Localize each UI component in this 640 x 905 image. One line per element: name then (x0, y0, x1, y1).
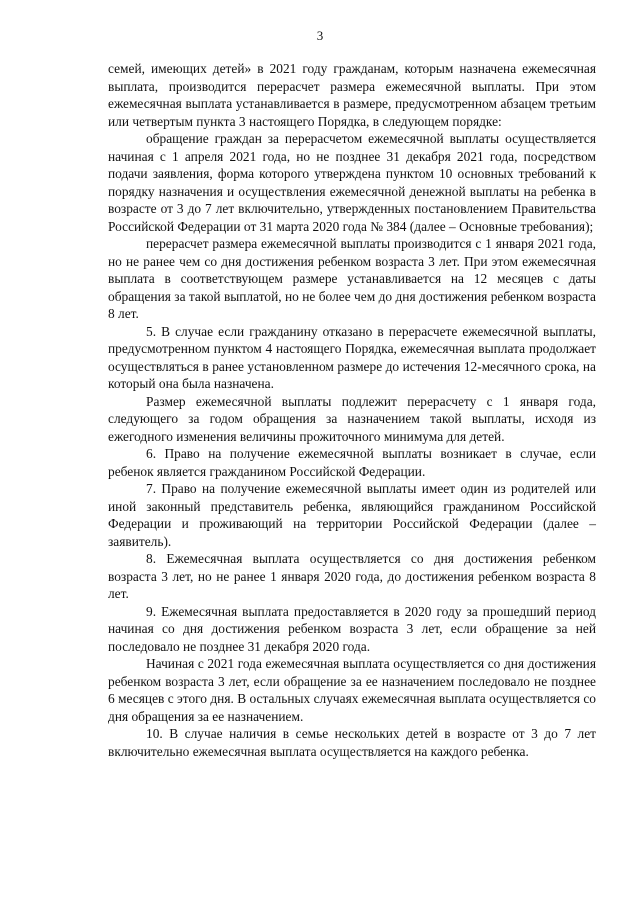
paragraph-continuation: семей, имеющих детей» в 2021 году гражданам, которым назначена ежемесячная выплата, производится перерасчет размера ежемесячной выплаты. При этом ежемесячная выплата устанавливается в размере, предусмотренном абзацем третьим или четвертым пункта 3 настоящего Порядка, в следующем порядке: (108, 61, 596, 129)
page-number: 3 (316, 28, 324, 43)
paragraph-item-5: 5. В случае если гражданину отказано в перерасчете ежемесячной выплаты, предусмотренном пунктом 4 настоящего Порядка, ежемесячная выплата продолжает осуществляться в ранее установленном размере до истечения 12-месячного срока, на который она была назначена. (108, 323, 596, 391)
document-body (108, 60, 596, 760)
paragraph-from-2021: Начиная с 2021 года ежемесячная выплата осуществляется со дня достижения ребенком возраста 3 лет, если обращение за ее назначением последовало не позднее 6 месяцев с этого дня. В остальных случаях ежемесячная выплата осуществляется со дня обращения за ее назначением. (108, 656, 596, 724)
paragraph-item-10: 10. В случае наличия в семье нескольких детей в возрасте от 3 до 7 лет включительно ежемесячная выплата осуществляется на каждого ребенка. (108, 726, 596, 759)
paragraph-item-7: 7. Право на получение ежемесячной выплаты имеет один из родителей или иной законный представитель ребенка, являющийся гражданином Российской Федерации и проживающий на территории Российской Федерации (далее – заявитель). (108, 481, 596, 549)
paragraph-annual-recalc: Размер ежемесячной выплаты подлежит перерасчету с 1 января года, следующего за годом обращения за назначением такой выплаты, исходя из ежегодного изменения величины прожиточного минимума для детей. (108, 393, 596, 444)
paragraph-recalc-request: обращение граждан за перерасчетом ежемесячной выплаты осуществляется начиная с 1 апреля 2021 года, но не позднее 31 декабря 2021 года, посредством подачи заявления, форма которого утверждена пунктом 10 основных требований к порядку назначения и осуществления ежемесячной денежной выплаты на ребенка в возрасте от 3 до 7 лет включительно, утвержденных постановлением Правительства Российской Федерации от 31 марта 2020 года № 384 (далее – Основные требования); (108, 131, 596, 234)
paragraph-recalc-amount: перерасчет размера ежемесячной выплаты производится с 1 января 2021 года, но не ранее чем со дня достижения ребенком возраста 3 лет. При этом ежемесячная выплата в соответствующем размере устанавливается на 12 месяцев с даты обращения за такой выплатой, но не более чем до дня достижения ребенком возраста 8 лет. (108, 236, 596, 321)
paragraph-item-8: 8. Ежемесячная выплата осуществляется со дня достижения ребенком возраста 3 лет, но не ранее 1 января 2020 года, до достижения ребенком возраста 8 лет. (108, 551, 596, 601)
paragraph-item-6: 6. Право на получение ежемесячной выплаты возникает в случае, если ребенок является гражданином Российской Федерации. (108, 446, 596, 479)
paragraph-item-9: 9. Ежемесячная выплата предоставляется в 2020 году за прошедший период начиная со дня достижения ребенком возраста 3 лет, если обращение за ней последовало не позднее 31 декабря 2020 года. (108, 603, 596, 654)
